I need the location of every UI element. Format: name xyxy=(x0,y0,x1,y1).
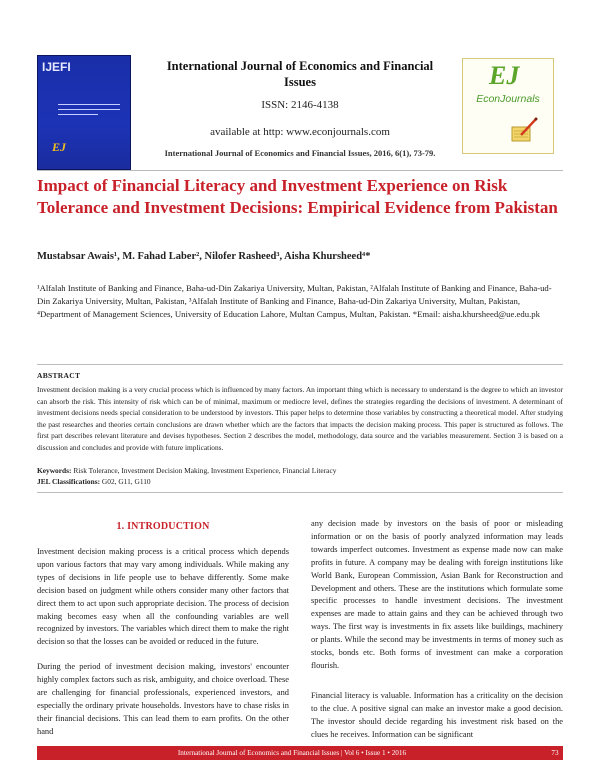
section-heading-introduction: 1. INTRODUCTION xyxy=(116,521,210,532)
affiliations: ¹Alfalah Institute of Banking and Finance, Baha-ud-Din Zakariya University, Multan, Pakistan, ²Alfalah Institute of Banking and Finance, Baha-ud-Din Zakariya University, Multan, Pakistan, ³Alfalah Institute of Banking and Finance, Baha-ud-Din Zakariya University, Multan, Pakistan, ⁴Department of Management Sciences, University of Education Lahore, Multan Campus, Multan, Pakistan. *Email: aisha.khursheed@ue.edu.pk xyxy=(37,283,552,319)
availability-line: available at http: www.econjournals.com xyxy=(210,126,390,138)
body-paragraph: Investment decision making process is a critical process which depends upon various factors that may vary among individuals. While making any types of decisions in life people use to behave differently. Some make decision based on judgment while others consider many other factors that direct them to act upon such appropriate decision. The process of decision making becomes easy when all the confounding variables are well recognized by investors. The variables which direct them to make the right decision so that the losses can be avoided or reduced in the future. xyxy=(37,547,289,647)
keywords-label: Keywords: xyxy=(37,466,72,475)
jel-label: JEL Classifications: xyxy=(37,477,101,486)
page-number: 73 xyxy=(547,746,563,760)
abstract-text: Investment decision making is a very crucial process which is influenced by many factors. An important thing which is necessary to understand is the degree to which an investor can absorb the risk. This intensity of risk which can be of minimal, maximum or mediocre level, defines the strategies regarding the decisions of investment. A determinant of investment decisions needs special consideration to be understood by investors. This paper helps to determine those variables by constructing a theoretical model. After studying the past researches and theories certain conclusions are drawn whether which are the factors that impacts the decision making process. This paper is structured as follows. The first part describes relevant literature and devises hypotheses. Section 2 describes the model, methodology, data source and the variables measurement. Section 3 is based on a discussion and concludes and provide with future implications. xyxy=(37,385,563,452)
econjournals-logo xyxy=(462,58,554,154)
citation-line: International Journal of Economics and Financial Issues, 2016, 6(1), 73-79. xyxy=(164,148,436,158)
keywords-value: Risk Tolerance, Investment Decision Making, Investment Experience, Financial Literacy xyxy=(73,466,337,475)
footer-bar: International Journal of Economics and Financial Issues | Vol 6 • Issue 1 • 2016 xyxy=(37,746,547,760)
body-paragraph: Financial literacy is valuable. Information has a criticality on the decision to the clue. A positive signal can make an investor make a good decision. The investor should decide regarding his investment risk based on the clues he receives. Information can be significant xyxy=(311,691,563,739)
authors: Mustabsar Awais¹, M. Fahad Laber², Nilofer Rasheed³, Aisha Khursheed⁴* xyxy=(37,251,371,262)
issn: ISSN: 2146-4138 xyxy=(261,99,339,111)
journal-title: International Journal of Economics and Financial Issues xyxy=(166,59,434,89)
body-paragraph: During the period of investment decision making, investors' encounter highly complex factors such as risk, ambiguity, and choice overload. These are challenging for financial professionals, experienced investors, and especially the ordinary private households. Investors have to chase risks in their financial decisions. This can lead them to earn profits. On the other hand xyxy=(37,662,289,736)
cover-title: IJEFI xyxy=(42,60,71,74)
logo-text: EconJournals xyxy=(476,93,540,105)
logo-ej-mark: EJ xyxy=(489,61,520,90)
cover-decoration xyxy=(58,104,120,105)
cover-ej-mark: EJ xyxy=(52,140,67,154)
body-paragraph: any decision made by investors on the basis of poor or misleading information or on the basis of poorly analyzed information may leads towards imperfect outcomes. Investment as expense made now can make profits in future. A company may be dealing with foreign institutions like World Bank, European Commission, Asian Bank for Reconstruction and Development and others. These are the institutions which formulate some specific processes to handle investment decisions. The investment expenses are made to attain gains and they can be achieved through two ways. The first way is investments in fix assets like buildings, machinery or plants. While the second may be investments in terms of money such as stocks, bonds etc. Both forms of investment can make a corporation flourish. xyxy=(311,519,563,670)
jel-line xyxy=(37,477,563,487)
abstract-top-rule xyxy=(37,364,563,365)
cover-decoration xyxy=(58,109,120,110)
abstract-bottom-rule xyxy=(37,492,563,493)
keywords-line xyxy=(37,466,563,476)
pen-notebook-icon xyxy=(509,115,539,145)
cover-decoration xyxy=(58,114,98,115)
paper-title: Impact of Financial Literacy and Investment Experience on Risk Tolerance and Investment Decisions: Empirical Evidence from Pakistan xyxy=(37,176,558,217)
header-rule xyxy=(37,170,563,171)
jel-value: G02, G11, G110 xyxy=(101,477,151,486)
abstract-heading: ABSTRACT xyxy=(37,371,81,380)
